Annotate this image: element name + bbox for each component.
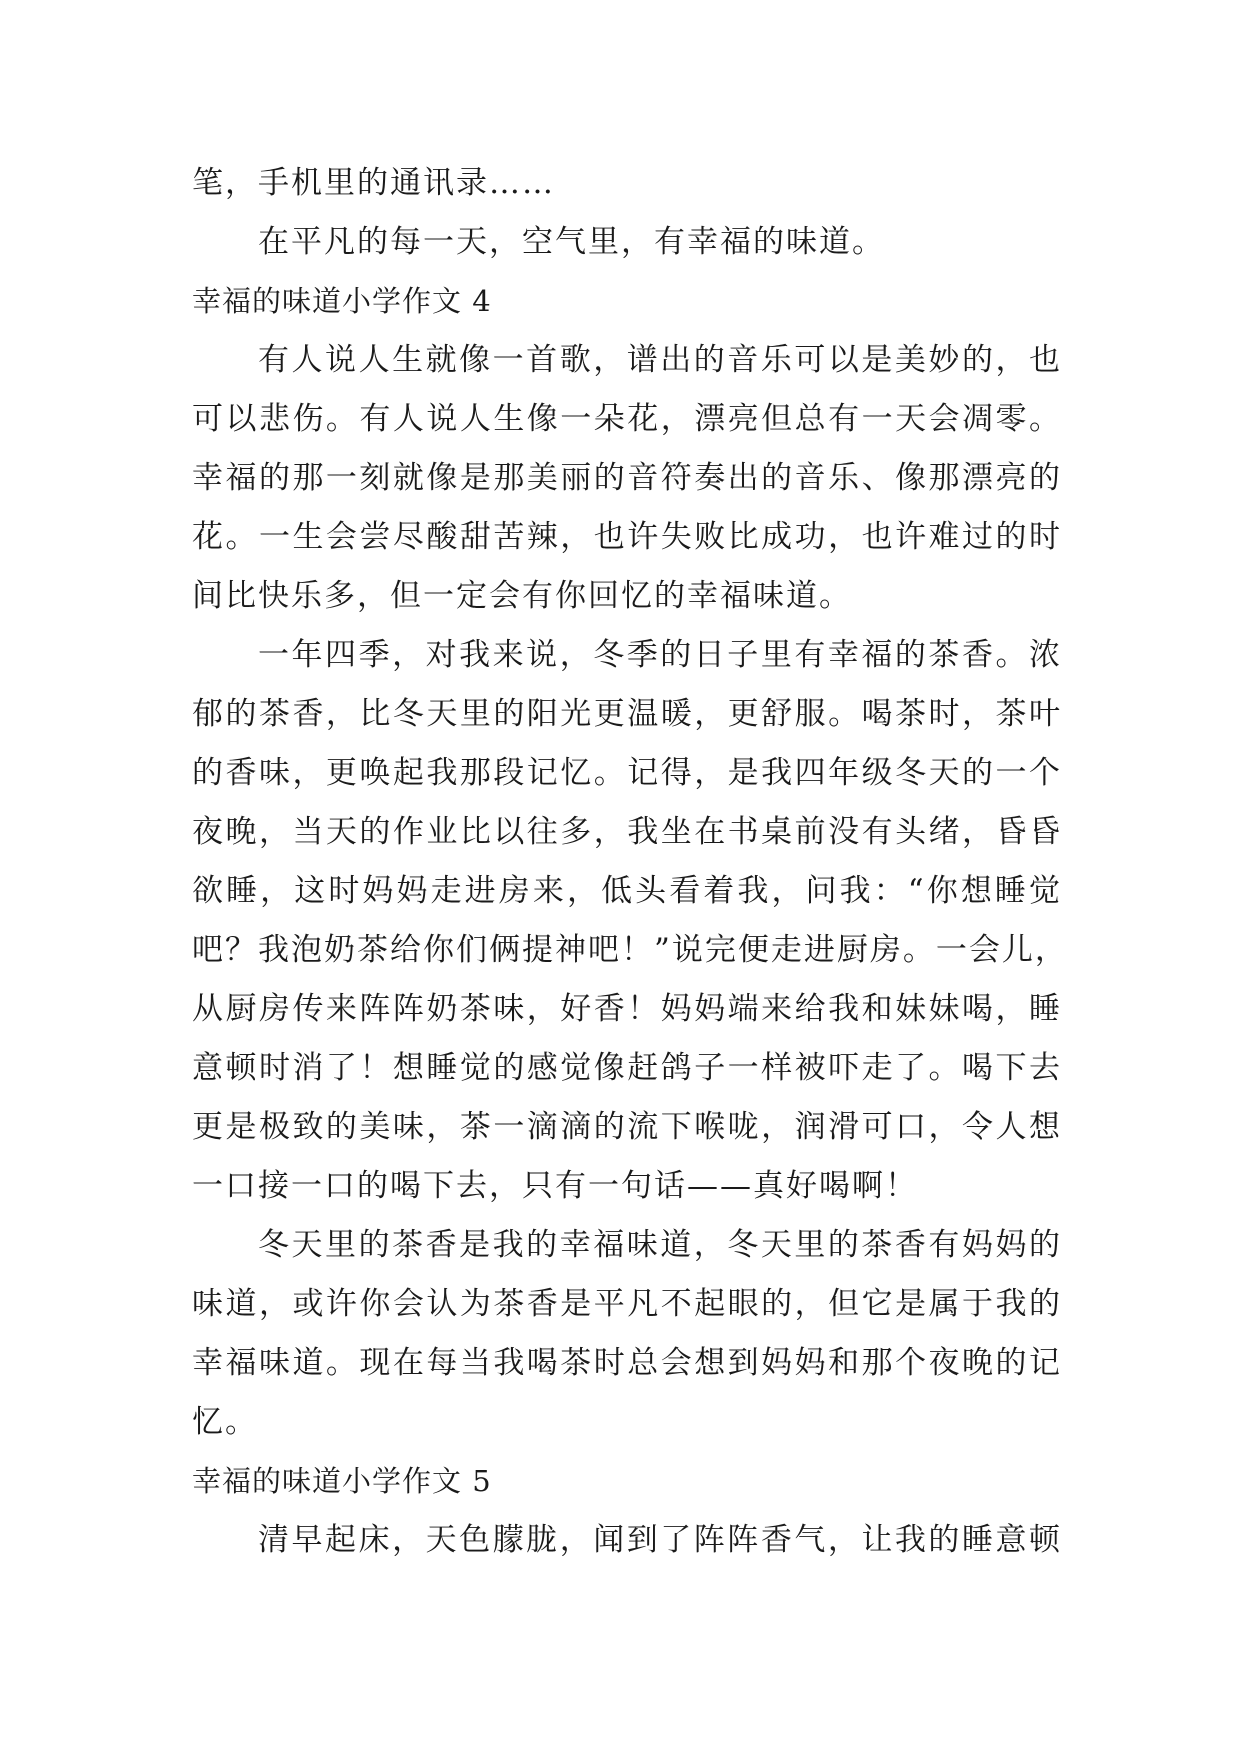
paragraph-line: 郁的茶香，比冬天里的阳光更温暖，更舒服。喝茶时，茶叶: [192, 696, 1062, 732]
paragraph-line: 味道，或许你会认为茶香是平凡不起眼的，但它是属于我的: [192, 1286, 1062, 1322]
paragraph-line: 冬天里的茶香是我的幸福味道，冬天里的茶香有妈妈的: [258, 1227, 1062, 1263]
paragraph-line: 更是极致的美味，茶一滴滴的流下喉咙，润滑可口，令人想: [192, 1109, 1062, 1145]
paragraph-line: 一口接一口的喝下去，只有一句话——真好喝啊！: [192, 1168, 918, 1204]
paragraph-line: 欲睡，这时妈妈走进房来，低头看着我，问我：“你想睡觉: [192, 873, 1062, 909]
paragraph-line: 一年四季，对我来说，冬季的日子里有幸福的茶香。浓: [258, 637, 1062, 673]
paragraph-line: 从厨房传来阵阵奶茶味，好香！妈妈端来给我和妹妹喝，睡: [192, 991, 1062, 1027]
paragraph-line: 幸福味道。现在每当我喝茶时总会想到妈妈和那个夜晚的记: [192, 1345, 1062, 1381]
paragraph-line: 间比快乐多，但一定会有你回忆的幸福味道。: [192, 578, 852, 614]
paragraph-line: 忆。: [192, 1404, 258, 1440]
paragraph-line: 在平凡的每一天，空气里，有幸福的味道。: [258, 224, 885, 260]
paragraph-line: 有人说人生就像一首歌，谱出的音乐可以是美妙的，也: [258, 342, 1062, 378]
section-heading: 幸福的味道小学作文 5: [192, 1464, 492, 1498]
paragraph-line: 夜晚，当天的作业比以往多，我坐在书桌前没有头绪，昏昏: [192, 814, 1062, 850]
paragraph-line: 意顿时消了！想睡觉的感觉像赶鸽子一样被吓走了。喝下去: [192, 1050, 1062, 1086]
paragraph-line: 的香味，更唤起我那段记忆。记得，是我四年级冬天的一个: [192, 755, 1062, 791]
section-heading: 幸福的味道小学作文 4: [192, 284, 492, 318]
paragraph-line: 可以悲伤。有人说人生像一朵花，漂亮但总有一天会凋零。: [192, 401, 1062, 437]
paragraph-line: 吧？我泡奶茶给你们俩提神吧！”说完便走进厨房。一会儿，: [192, 932, 1068, 968]
paragraph-line: 清早起床，天色朦胧，闻到了阵阵香气，让我的睡意顿: [258, 1522, 1062, 1558]
paragraph-line: 花。一生会尝尽酸甜苦辣，也许失败比成功，也许难过的时: [192, 519, 1062, 555]
paragraph-line: 笔，手机里的通讯录……: [192, 165, 555, 201]
paragraph-line: 幸福的那一刻就像是那美丽的音符奏出的音乐、像那漂亮的: [192, 460, 1062, 496]
